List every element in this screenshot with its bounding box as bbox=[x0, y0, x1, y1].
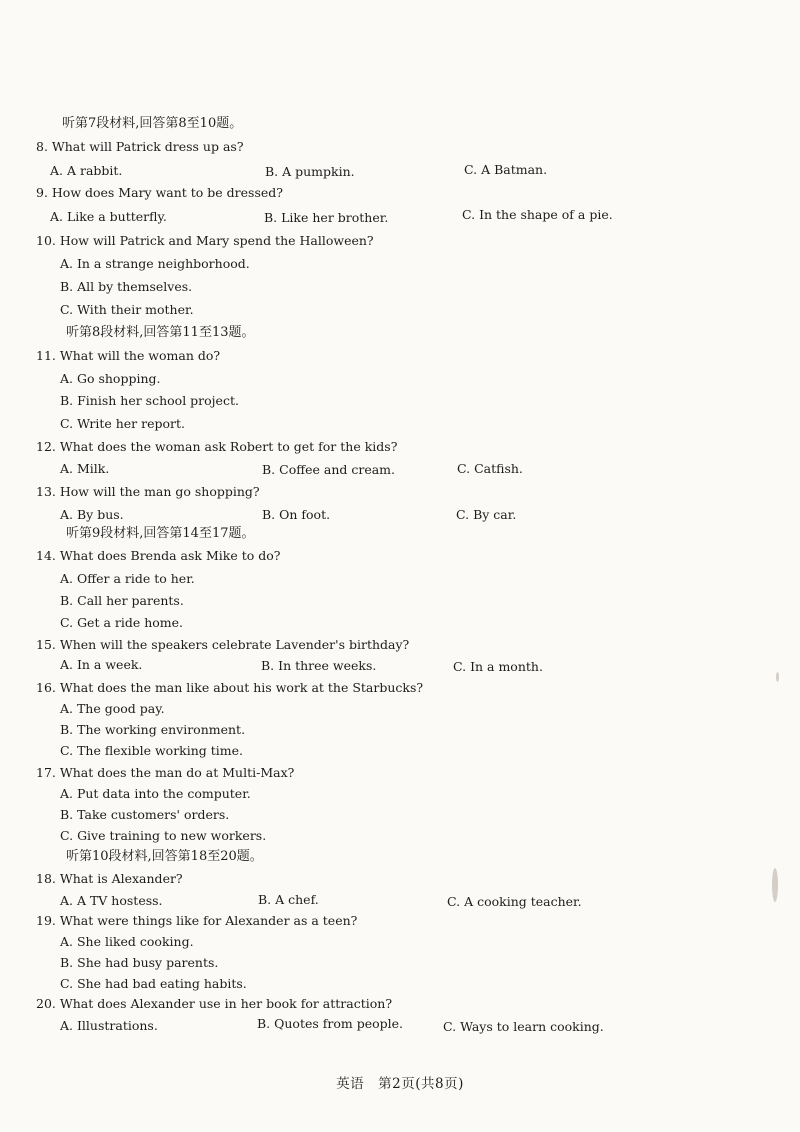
question-8-option-b: B. A pumpkin. bbox=[265, 164, 355, 179]
question-19-stem: 19. What were things like for Alexander as a teen? bbox=[36, 913, 358, 928]
question-13-option-a: A. By bus. bbox=[60, 507, 124, 522]
question-12-option-c: C. Catfish. bbox=[457, 461, 523, 476]
question-16-option-a: A. The good pay. bbox=[60, 701, 165, 716]
question-16-stem: 16. What does the man like about his work at the Starbucks? bbox=[36, 680, 424, 695]
question-10-option-b: B. All by themselves. bbox=[60, 279, 193, 294]
question-15-option-b: B. In three weeks. bbox=[261, 658, 377, 673]
question-10-option-c: C. With their mother. bbox=[60, 302, 194, 317]
question-12-option-a: A. Milk. bbox=[60, 461, 110, 476]
section-header-8: 听第8段材料,回答第11至13题。 bbox=[66, 325, 255, 340]
question-12-option-b: B. Coffee and cream. bbox=[262, 462, 396, 477]
question-11-option-c: C. Write her report. bbox=[60, 416, 185, 431]
question-17-option-b: B. Take customers' orders. bbox=[60, 807, 230, 822]
question-13-stem: 13. How will the man go shopping? bbox=[36, 484, 260, 499]
question-9-stem: 9. How does Mary want to be dressed? bbox=[36, 185, 283, 200]
question-11-option-a: A. Go shopping. bbox=[60, 371, 161, 386]
question-9-option-a: A. Like a butterfly. bbox=[50, 209, 167, 224]
section-header-9: 听第9段材料,回答第14至17题。 bbox=[66, 526, 255, 541]
scan-speck bbox=[776, 672, 779, 682]
question-16-option-b: B. The working environment. bbox=[60, 722, 246, 737]
question-19-option-b: B. She had busy parents. bbox=[60, 955, 219, 970]
question-19-option-a: A. She liked cooking. bbox=[60, 934, 194, 949]
question-20-option-c: C. Ways to learn cooking. bbox=[443, 1019, 604, 1034]
question-11-stem: 11. What will the woman do? bbox=[36, 348, 221, 363]
question-8-option-a: A. A rabbit. bbox=[50, 163, 123, 178]
section-header-10: 听第10段材料,回答第18至20题。 bbox=[66, 849, 263, 864]
question-13-option-b: B. On foot. bbox=[262, 507, 331, 522]
question-13-option-c: C. By car. bbox=[456, 507, 517, 522]
question-8-stem: 8. What will Patrick dress up as? bbox=[36, 139, 244, 154]
question-20-option-b: B. Quotes from people. bbox=[257, 1016, 404, 1031]
scan-smudge bbox=[772, 868, 778, 902]
question-16-option-c: C. The flexible working time. bbox=[60, 743, 244, 758]
question-20-stem: 20. What does Alexander use in her book for attraction? bbox=[36, 996, 393, 1011]
question-15-option-c: C. In a month. bbox=[453, 659, 543, 674]
question-18-stem: 18. What is Alexander? bbox=[36, 871, 183, 886]
question-15-stem: 15. When will the speakers celebrate Lavender's birthday? bbox=[36, 637, 410, 652]
question-10-stem: 10. How will Patrick and Mary spend the Halloween? bbox=[36, 233, 374, 248]
question-14-option-b: B. Call her parents. bbox=[60, 593, 184, 608]
question-11-option-b: B. Finish her school project. bbox=[60, 393, 239, 408]
question-12-stem: 12. What does the woman ask Robert to get for the kids? bbox=[36, 439, 398, 454]
question-14-option-c: C. Get a ride home. bbox=[60, 615, 184, 630]
question-15-option-a: A. In a week. bbox=[60, 657, 143, 672]
question-17-option-a: A. Put data into the computer. bbox=[60, 786, 251, 801]
question-20-option-a: A. Illustrations. bbox=[60, 1018, 158, 1033]
question-9-option-b: B. Like her brother. bbox=[264, 210, 389, 225]
question-9-option-c: C. In the shape of a pie. bbox=[462, 207, 613, 222]
question-19-option-c: C. She had bad eating habits. bbox=[60, 976, 247, 991]
question-14-option-a: A. Offer a ride to her. bbox=[60, 571, 195, 586]
section-header-7: 听第7段材料,回答第8至10题。 bbox=[62, 116, 243, 131]
question-17-stem: 17. What does the man do at Multi-Max? bbox=[36, 765, 295, 780]
question-18-option-c: C. A cooking teacher. bbox=[447, 894, 582, 909]
question-14-stem: 14. What does Brenda ask Mike to do? bbox=[36, 548, 281, 563]
question-8-option-c: C. A Batman. bbox=[464, 162, 548, 177]
question-18-option-a: A. A TV hostess. bbox=[60, 893, 163, 908]
question-18-option-b: B. A chef. bbox=[258, 892, 319, 907]
page-footer: 英语 第2页(共8页) bbox=[336, 1076, 464, 1092]
question-10-option-a: A. In a strange neighborhood. bbox=[60, 256, 250, 271]
question-17-option-c: C. Give training to new workers. bbox=[60, 828, 267, 843]
